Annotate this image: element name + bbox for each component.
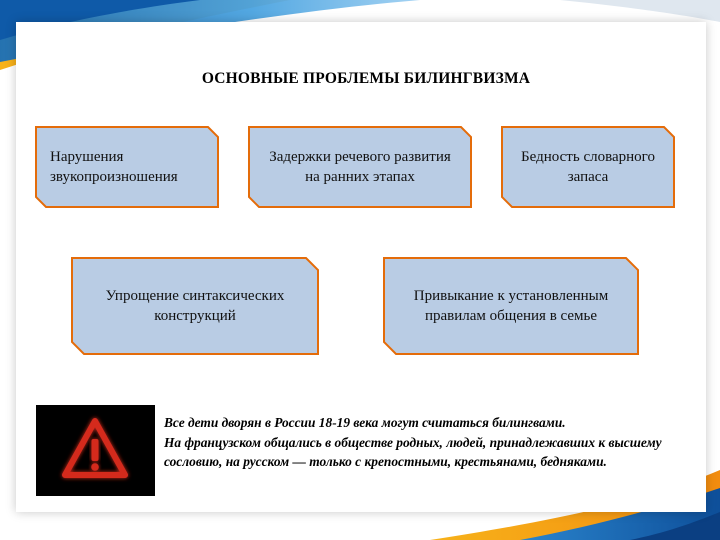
note-line-1: Все дети дворян в России 18-19 века могут считаться билингвами. [164, 415, 566, 430]
problem-label: Задержки речевого развития на ранних этапах [269, 149, 451, 185]
warning-image [36, 405, 155, 496]
slide-title: ОСНОВНЫЕ ПРОБЛЕМЫ БИЛИНГВИЗМА [201, 70, 531, 87]
problem-box-speech-delay [249, 127, 471, 207]
problem-box-vocabulary [502, 127, 674, 207]
problem-label: Упрощение синтаксических конструкций [105, 288, 285, 324]
history-note [164, 413, 704, 472]
problem-box-pronunciation [36, 127, 218, 207]
problem-label: Бедность словарного запаса [521, 149, 655, 185]
note-line-2: На французском общались в обществе родных, людей, принадлежавших к высшему сословию, на русском — только с крепостными, крестьянами, бедняками. [164, 434, 662, 469]
problem-label: Нарушения звукопроизношения [50, 149, 178, 185]
problem-box-family-rules [384, 258, 638, 354]
problem-box-syntax [72, 258, 318, 354]
problem-label: Привыкание к установленным правилам общения в семье [413, 288, 609, 324]
warning-triangle-icon [36, 405, 155, 496]
